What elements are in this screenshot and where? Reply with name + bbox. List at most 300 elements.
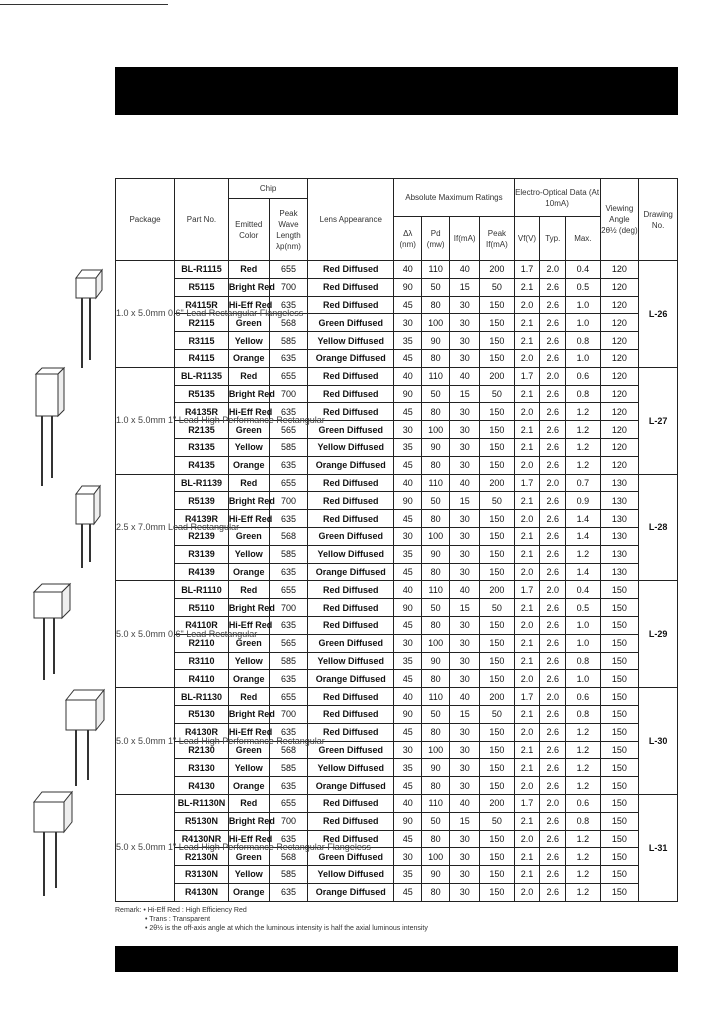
table-cell: R4135R	[175, 403, 229, 421]
table-cell: 585	[269, 545, 308, 563]
table-cell: 200	[480, 261, 514, 279]
table-cell: 130	[600, 527, 639, 545]
table-cell: 30	[450, 616, 480, 634]
table-cell: 568	[269, 848, 308, 866]
table-cell: Red Diffused	[308, 723, 394, 741]
table-cell: 2.0	[514, 670, 540, 688]
table-cell: 2.0	[514, 723, 540, 741]
table-cell: Orange	[228, 563, 269, 581]
table-row	[116, 349, 678, 367]
table-cell: 635	[269, 777, 308, 795]
table-cell: 130	[600, 563, 639, 581]
spec-body	[116, 261, 678, 902]
table-cell: 90	[394, 812, 422, 830]
table-cell: BL-R1115	[175, 261, 229, 279]
table-cell: 150	[600, 741, 639, 759]
table-cell: 15	[450, 705, 480, 723]
table-cell: 80	[422, 510, 450, 528]
table-cell: 0.6	[566, 367, 600, 385]
table-cell: 50	[422, 385, 450, 403]
table-cell: Hi-Eff Red	[228, 723, 269, 741]
table-cell: 50	[422, 492, 450, 510]
header-electro-optical: Electro-Optical Data (At 10mA)	[514, 179, 600, 217]
table-cell: 40	[450, 474, 480, 492]
table-cell: 2.6	[540, 438, 566, 456]
drawing-number: L-30	[639, 688, 678, 795]
table-cell: 50	[422, 278, 450, 296]
table-cell: 150	[480, 759, 514, 777]
table-cell: 90	[422, 866, 450, 884]
table-cell: Red Diffused	[308, 296, 394, 314]
table-cell: 30	[450, 403, 480, 421]
table-cell: 635	[269, 456, 308, 474]
table-cell: 2.0	[514, 510, 540, 528]
table-cell: 150	[600, 688, 639, 706]
table-cell: 0.8	[566, 812, 600, 830]
table-cell: Red	[228, 261, 269, 279]
header-peak-if: Peak If(mA)	[480, 217, 514, 261]
table-cell: 120	[600, 332, 639, 350]
table-cell: R5110	[175, 599, 229, 617]
table-cell: R4110	[175, 670, 229, 688]
table-cell: Red Diffused	[308, 261, 394, 279]
table-cell: 35	[394, 652, 422, 670]
footer-band	[115, 946, 678, 972]
table-cell: 30	[450, 421, 480, 439]
table-cell: 150	[480, 296, 514, 314]
table-cell: 568	[269, 527, 308, 545]
table-cell: 90	[422, 652, 450, 670]
table-cell: Hi-Eff Red	[228, 403, 269, 421]
table-cell: 100	[422, 314, 450, 332]
table-row	[116, 777, 678, 795]
table-cell: 2.6	[540, 616, 566, 634]
table-cell: 2.0	[514, 563, 540, 581]
table-cell: R3139	[175, 545, 229, 563]
table-cell: 15	[450, 492, 480, 510]
table-cell: 635	[269, 830, 308, 848]
table-cell: 50	[480, 705, 514, 723]
table-cell: 100	[422, 634, 450, 652]
table-cell: 2.0	[540, 367, 566, 385]
table-cell: 2.0	[514, 403, 540, 421]
table-cell: Orange Diffused	[308, 349, 394, 367]
table-cell: R2110	[175, 634, 229, 652]
table-cell: 2.0	[514, 830, 540, 848]
table-cell: 1.4	[566, 527, 600, 545]
table-row	[116, 705, 678, 723]
table-cell: 1.2	[566, 723, 600, 741]
table-cell: 1.4	[566, 510, 600, 528]
table-cell: 2.6	[540, 510, 566, 528]
table-cell: 0.7	[566, 474, 600, 492]
table-cell: 45	[394, 830, 422, 848]
table-cell: Hi-Eff Red	[228, 616, 269, 634]
table-cell: Red	[228, 474, 269, 492]
table-cell: 150	[480, 670, 514, 688]
table-cell: Red Diffused	[308, 510, 394, 528]
table-cell: 40	[394, 794, 422, 812]
table-cell: 2.1	[514, 438, 540, 456]
table-cell: 0.4	[566, 261, 600, 279]
led-drawing-3	[70, 484, 108, 572]
table-cell: 1.7	[514, 581, 540, 599]
table-cell: 2.6	[540, 830, 566, 848]
table-cell: 120	[600, 349, 639, 367]
table-cell: 30	[450, 777, 480, 795]
table-cell: Yellow	[228, 332, 269, 350]
table-cell: 50	[422, 812, 450, 830]
table-cell: 2.1	[514, 652, 540, 670]
table-cell: 110	[422, 688, 450, 706]
table-cell: Yellow Diffused	[308, 438, 394, 456]
table-cell: 110	[422, 474, 450, 492]
table-cell: 150	[600, 883, 639, 901]
table-cell: 568	[269, 314, 308, 332]
table-cell: 150	[480, 563, 514, 581]
table-cell: Yellow Diffused	[308, 759, 394, 777]
table-cell: 1.0	[566, 349, 600, 367]
table-cell: 90	[422, 438, 450, 456]
table-cell: 150	[600, 812, 639, 830]
table-cell: Orange	[228, 456, 269, 474]
table-cell: 45	[394, 670, 422, 688]
table-cell: 30	[450, 883, 480, 901]
table-cell: 2.6	[540, 314, 566, 332]
table-cell: R2139	[175, 527, 229, 545]
table-cell: 45	[394, 403, 422, 421]
table-cell: 150	[480, 545, 514, 563]
table-cell: 30	[450, 296, 480, 314]
table-cell: 150	[600, 581, 639, 599]
led-drawing-6	[28, 788, 76, 900]
table-cell: R3135	[175, 438, 229, 456]
table-cell: 655	[269, 261, 308, 279]
table-cell: Red Diffused	[308, 705, 394, 723]
table-cell: 2.1	[514, 421, 540, 439]
table-cell: 0.8	[566, 385, 600, 403]
table-cell: 1.0	[566, 296, 600, 314]
header-package: Package	[116, 179, 175, 261]
table-cell: 50	[480, 599, 514, 617]
table-row	[116, 385, 678, 403]
table-cell: Bright Red	[228, 492, 269, 510]
table-cell: 2.1	[514, 759, 540, 777]
table-cell: Red	[228, 367, 269, 385]
table-cell: 50	[480, 812, 514, 830]
table-cell: 635	[269, 296, 308, 314]
table-cell: 45	[394, 723, 422, 741]
table-cell: 2.6	[540, 723, 566, 741]
table-cell: Red Diffused	[308, 385, 394, 403]
table-cell: 150	[600, 723, 639, 741]
table-cell: 15	[450, 599, 480, 617]
table-row	[116, 866, 678, 884]
table-cell: 90	[394, 385, 422, 403]
table-cell: 1.7	[514, 261, 540, 279]
table-cell: R2115	[175, 314, 229, 332]
table-row	[116, 278, 678, 296]
table-cell: 80	[422, 403, 450, 421]
table-cell: 2.0	[514, 349, 540, 367]
table-cell: Red Diffused	[308, 688, 394, 706]
table-cell: 200	[480, 474, 514, 492]
table-cell: 2.1	[514, 848, 540, 866]
table-cell: Green Diffused	[308, 421, 394, 439]
table-cell: 150	[480, 634, 514, 652]
table-cell: 700	[269, 278, 308, 296]
table-cell: Hi-Eff Red	[228, 830, 269, 848]
table-cell: Orange	[228, 670, 269, 688]
table-cell: 585	[269, 438, 308, 456]
table-cell: 2.6	[540, 812, 566, 830]
remark-line: • Trans : Transparent	[145, 916, 211, 923]
table-cell: 2.6	[540, 385, 566, 403]
table-cell: Yellow	[228, 866, 269, 884]
table-cell: R5115	[175, 278, 229, 296]
table-cell: 35	[394, 545, 422, 563]
table-cell: 2.6	[540, 403, 566, 421]
table-cell: BL-R1130	[175, 688, 229, 706]
table-row	[116, 759, 678, 777]
table-cell: 1.2	[566, 866, 600, 884]
drawing-number: L-28	[639, 474, 678, 581]
header-pd: Pd (mw)	[422, 217, 450, 261]
table-cell: 2.1	[514, 492, 540, 510]
table-row	[116, 812, 678, 830]
table-cell: R2130	[175, 741, 229, 759]
table-cell: 45	[394, 777, 422, 795]
table-cell: Red	[228, 794, 269, 812]
package-description: 5.0 x 5.0mm 1" Lead High Performance Rectangular	[116, 688, 175, 795]
table-cell: 1.0	[566, 634, 600, 652]
table-cell: 585	[269, 759, 308, 777]
table-cell: 45	[394, 510, 422, 528]
table-cell: 40	[394, 367, 422, 385]
table-row	[116, 332, 678, 350]
table-cell: 30	[450, 670, 480, 688]
table-cell: 150	[600, 830, 639, 848]
table-cell: 2.1	[514, 866, 540, 884]
table-row	[116, 438, 678, 456]
table-cell: 15	[450, 278, 480, 296]
table-cell: Green	[228, 527, 269, 545]
header-max: Max.	[566, 217, 600, 261]
table-cell: 700	[269, 385, 308, 403]
table-cell: 100	[422, 421, 450, 439]
table-cell: 1.2	[566, 777, 600, 795]
table-cell: 150	[480, 866, 514, 884]
table-cell: 700	[269, 705, 308, 723]
table-cell: Yellow	[228, 759, 269, 777]
table-cell: Orange Diffused	[308, 777, 394, 795]
table-cell: 110	[422, 794, 450, 812]
table-cell: 1.2	[566, 438, 600, 456]
table-cell: 1.2	[566, 830, 600, 848]
table-cell: 15	[450, 812, 480, 830]
table-cell: R4135	[175, 456, 229, 474]
table-cell: 1.7	[514, 367, 540, 385]
table-cell: 50	[422, 705, 450, 723]
header-emitted-color: Emitted Color	[228, 199, 269, 261]
table-cell: 35	[394, 866, 422, 884]
table-cell: 150	[600, 777, 639, 795]
top-rule	[0, 4, 168, 5]
table-cell: 30	[450, 527, 480, 545]
table-cell: Bright Red	[228, 278, 269, 296]
table-cell: 150	[480, 883, 514, 901]
table-cell: 150	[600, 616, 639, 634]
table-cell: 200	[480, 367, 514, 385]
table-cell: 30	[394, 741, 422, 759]
table-cell: Orange	[228, 349, 269, 367]
table-cell: 2.6	[540, 492, 566, 510]
table-cell: 2.6	[540, 527, 566, 545]
table-cell: Red Diffused	[308, 812, 394, 830]
table-row	[116, 261, 678, 279]
table-cell: 2.1	[514, 278, 540, 296]
table-cell: R4139	[175, 563, 229, 581]
table-cell: 30	[394, 634, 422, 652]
table-cell: 110	[422, 261, 450, 279]
header-abs-max: Absolute Maximum Ratings	[394, 179, 514, 217]
table-cell: 150	[480, 456, 514, 474]
header-chip: Chip	[228, 179, 308, 199]
table-cell: 150	[480, 848, 514, 866]
table-cell: 40	[450, 367, 480, 385]
table-cell: 2.6	[540, 545, 566, 563]
table-cell: 655	[269, 794, 308, 812]
table-cell: R4139R	[175, 510, 229, 528]
table-cell: Orange Diffused	[308, 456, 394, 474]
table-cell: 30	[450, 741, 480, 759]
table-cell: 2.6	[540, 652, 566, 670]
table-cell: Red Diffused	[308, 616, 394, 634]
table-cell: 120	[600, 385, 639, 403]
table-cell: 80	[422, 563, 450, 581]
header-part-no: Part No.	[175, 179, 229, 261]
table-cell: 2.0	[514, 296, 540, 314]
table-cell: 120	[600, 456, 639, 474]
table-cell: 130	[600, 474, 639, 492]
table-cell: 2.6	[540, 599, 566, 617]
table-cell: 150	[480, 349, 514, 367]
table-row	[116, 599, 678, 617]
table-cell: 90	[394, 599, 422, 617]
table-cell: 1.0	[566, 670, 600, 688]
table-cell: 150	[480, 830, 514, 848]
table-cell: 30	[394, 314, 422, 332]
table-cell: 2.1	[514, 385, 540, 403]
remark-line: Remark: • Hi-Eff Red : High Efficiency Red	[115, 907, 247, 914]
table-cell: 120	[600, 296, 639, 314]
table-cell: R2130N	[175, 848, 229, 866]
header-delta-lambda: Δλ (nm)	[394, 217, 422, 261]
table-cell: R5135	[175, 385, 229, 403]
table-cell: R3110	[175, 652, 229, 670]
table-cell: 635	[269, 670, 308, 688]
table-cell: Yellow Diffused	[308, 652, 394, 670]
table-cell: 2.6	[540, 349, 566, 367]
table-cell: 2.6	[540, 634, 566, 652]
table-cell: Yellow	[228, 545, 269, 563]
table-row	[116, 794, 678, 812]
drawing-number: L-27	[639, 367, 678, 474]
table-cell: 90	[394, 705, 422, 723]
table-cell: 0.4	[566, 581, 600, 599]
table-row	[116, 367, 678, 385]
table-cell: Bright Red	[228, 812, 269, 830]
table-cell: 130	[600, 545, 639, 563]
table-cell: BL-R1130N	[175, 794, 229, 812]
table-cell: 635	[269, 563, 308, 581]
table-cell: Red Diffused	[308, 474, 394, 492]
table-cell: 655	[269, 688, 308, 706]
table-cell: 30	[450, 866, 480, 884]
table-cell: Green	[228, 634, 269, 652]
table-cell: 200	[480, 688, 514, 706]
table-cell: 30	[450, 332, 480, 350]
table-cell: 1.2	[566, 741, 600, 759]
header-lens: Lens Appearance	[308, 179, 394, 261]
table-cell: R3115	[175, 332, 229, 350]
table-cell: 0.9	[566, 492, 600, 510]
package-description: 1.0 x 5.0mm 0.6" Lead Rectangular Flangeless	[116, 261, 175, 368]
led-drawing-2	[28, 366, 70, 490]
table-cell: 80	[422, 296, 450, 314]
table-cell: 120	[600, 438, 639, 456]
table-cell: 90	[394, 492, 422, 510]
drawing-number: L-29	[639, 581, 678, 688]
table-cell: R3130	[175, 759, 229, 777]
table-cell: Red Diffused	[308, 492, 394, 510]
table-cell: 150	[480, 652, 514, 670]
table-cell: 2.0	[540, 688, 566, 706]
table-cell: 150	[600, 794, 639, 812]
table-cell: 120	[600, 261, 639, 279]
table-cell: 1.7	[514, 794, 540, 812]
table-cell: Red Diffused	[308, 581, 394, 599]
table-row	[116, 492, 678, 510]
table-cell: 120	[600, 403, 639, 421]
table-cell: 0.5	[566, 278, 600, 296]
table-cell: R4115	[175, 349, 229, 367]
table-cell: 80	[422, 456, 450, 474]
table-cell: 40	[450, 794, 480, 812]
table-cell: 150	[600, 705, 639, 723]
table-cell: 635	[269, 883, 308, 901]
table-cell: 700	[269, 812, 308, 830]
table-cell: 585	[269, 866, 308, 884]
package-description: 1.0 x 5.0mm 1" Lead High Performance Rectangular	[116, 367, 175, 474]
table-cell: 0.8	[566, 705, 600, 723]
table-cell: 0.6	[566, 794, 600, 812]
table-cell: Bright Red	[228, 385, 269, 403]
table-cell: 120	[600, 314, 639, 332]
table-cell: 150	[600, 599, 639, 617]
table-cell: Green	[228, 314, 269, 332]
table-cell: 90	[422, 759, 450, 777]
table-cell: 2.1	[514, 332, 540, 350]
table-cell: 655	[269, 367, 308, 385]
table-cell: 40	[450, 688, 480, 706]
table-cell: 150	[480, 332, 514, 350]
table-cell: 655	[269, 474, 308, 492]
table-cell: 30	[450, 349, 480, 367]
table-cell: 35	[394, 759, 422, 777]
table-cell: 110	[422, 581, 450, 599]
table-cell: 50	[480, 492, 514, 510]
